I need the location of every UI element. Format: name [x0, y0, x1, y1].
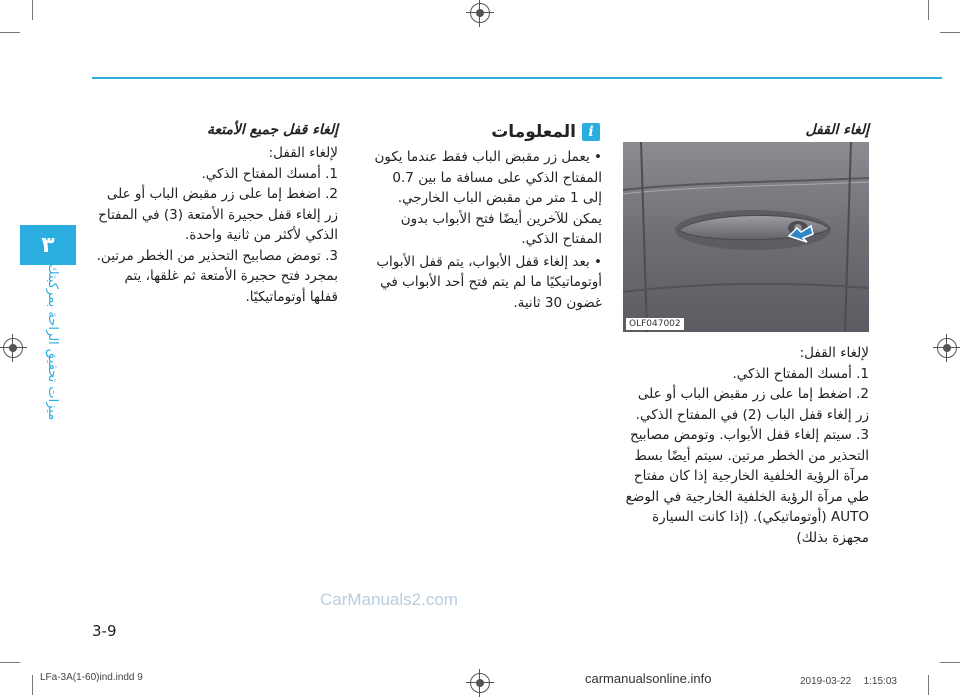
step-item: 1. أمسك المفتاح الذكي. [201, 165, 338, 182]
trunk-instructions [96, 143, 338, 307]
crop-mark [32, 0, 33, 20]
crop-mark [0, 662, 20, 663]
watermark-link[interactable]: CarManuals2.com [320, 590, 458, 609]
information-title: المعلومات [491, 122, 576, 142]
footer-date: 2019-03-22 ﾠ1:15:03 [800, 676, 897, 687]
step-item: 3. سيتم إلغاء قفل الأبواب. وتومض مصابيح التحذير من الخطر مرتين. سيتم أيضًا بسط مرآة الرؤية الخلفية الخارجية إذا كان مفتاح طي مرآة الرؤية الخلفية الخارجية في الوضع AUTO (أوتوماتيكي). (إذا كانت السيارة مجهزة بذلك) [625, 427, 869, 546]
note-item: • بعد إلغاء قفل الأبواب، يتم قفل الأبواب أوتوماتيكيًا ما لم يتم فتح أحد الأبواب في غضون 30 ثانية. [376, 253, 602, 311]
registration-mark-icon [470, 3, 490, 23]
information-notes [370, 147, 602, 313]
info-icon: i [582, 123, 600, 141]
intro-text: لإلغاء القفل: [799, 345, 869, 361]
crop-mark [0, 32, 20, 33]
step-item: 2. اضغط إما على زر مقبض الباب أو على زر إلغاء قفل الباب (2) في المفتاح الذكي. [635, 386, 869, 423]
note-item: • يعمل زر مقبض الباب فقط عندما يكون المفتاح الذكي على مسافة ما بين 0.7 إلى 1 متر من مقبض الباب الخارجي. يمكن للآخرين أيضًا فتح الأبواب بدون المفتاح الذكي. [374, 149, 602, 247]
notes-list [370, 147, 602, 313]
registration-mark-icon [470, 673, 490, 693]
footer-filename: LFa-3A(1-60)ind.indd 9 [40, 672, 143, 683]
note-text: يعمل زر مقبض الباب فقط عندما يكون المفتاح الذكي على مسافة ما بين 0.7 إلى 1 متر من مقبض الباب الخارجي. يمكن للآخرين أيضًا فتح الأبواب بدون المفتاح الذكي. [374, 149, 602, 247]
door-handle-illustration [623, 142, 869, 332]
step-item: 1. أمسك المفتاح الذكي. [732, 365, 869, 382]
crop-mark [940, 32, 960, 33]
chapter-title: ميزات تحقيق الراحة بمركبتك [45, 263, 60, 420]
registration-mark-icon [937, 338, 957, 358]
intro-text: لإلغاء القفل: [268, 145, 338, 161]
registration-mark-icon [3, 338, 23, 358]
unlock-instructions [623, 343, 869, 548]
crop-mark [940, 662, 960, 663]
note-text: بعد إلغاء قفل الأبواب، يتم قفل الأبواب أوتوماتيكيًا ما لم يتم فتح أحد الأبواب في غضون 30 ثانية. [376, 253, 602, 311]
footer-site-link[interactable]: carmanualsonline.info [585, 671, 712, 686]
chapter-number: ٣ [41, 232, 55, 258]
header-rule [92, 77, 942, 79]
trunk-steps [96, 164, 338, 308]
door-handle-photo [623, 142, 869, 332]
crop-mark [32, 675, 33, 695]
information-heading [430, 120, 600, 144]
unlock-steps [623, 364, 869, 549]
section-heading-trunk: إلغاء قفل جميع الأمتعة [206, 122, 338, 138]
page-number: 3-9 [92, 622, 117, 640]
crop-mark [928, 675, 929, 695]
crop-mark [928, 0, 929, 20]
chapter-tab [20, 225, 76, 265]
step-item: 2. اضغط إما على زر مقبض الباب أو على زر إلغاء قفل حجيرة الأمتعة (3) في المفتاح الذكي لأكثر من ثانية واحدة. [98, 186, 338, 243]
step-item: 3. تومض مصابيح التحذير من الخطر مرتين. بمجرد فتح حجيرة الأمتعة ثم غلقها، يتم قفلها أوتوماتيكيًا. [96, 247, 338, 305]
section-heading-unlock: إلغاء القفل [805, 122, 869, 138]
figure-code: OLF047002 [626, 318, 684, 330]
